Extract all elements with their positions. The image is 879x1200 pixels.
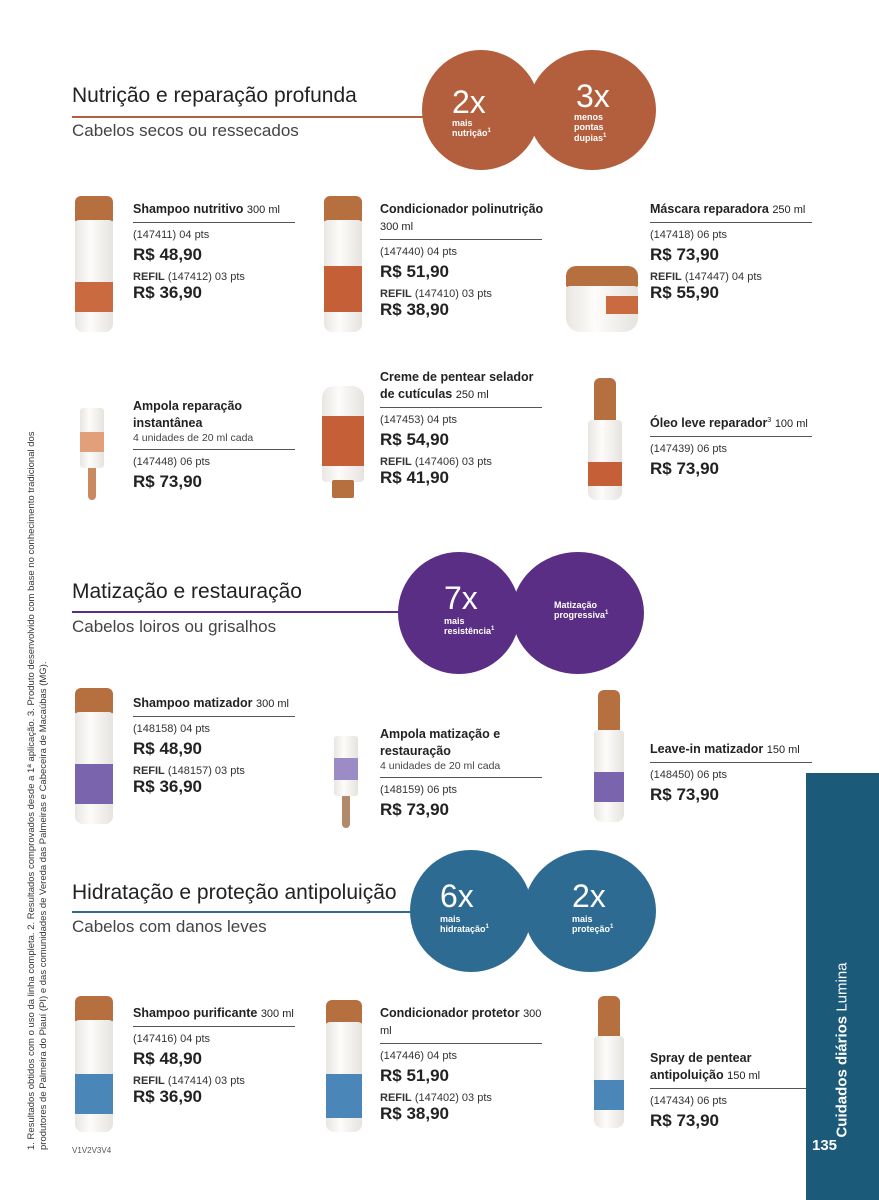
badge-value: 2x (572, 878, 606, 914)
mascara-reparadora-jar (566, 266, 638, 332)
oleo-reparador-bottle (588, 378, 622, 500)
product-creme-pentear: Creme de pentear selador de cutículas 250 ml (147453) 04 pts R$ 54,90 REFIL (147406) 03 pts R$ 41,90 (380, 369, 550, 494)
section-divider (72, 611, 402, 613)
product-shampoo-matizador: Shampoo matizador 300 ml (148158) 04 pts R$ 48,90 REFIL (148157) 03 pts R$ 36,90 (133, 695, 303, 803)
badge-text: Matização progressiva$^1$ (554, 600, 609, 621)
badge-nutricao (422, 50, 540, 170)
ampola-reparacao-vial (80, 408, 104, 500)
badge-value: 7x (444, 580, 478, 616)
page-number: 135 (812, 1137, 838, 1154)
section-divider (72, 911, 412, 913)
badge-resistencia (398, 552, 520, 674)
condicionador-polinutricao-bottle (324, 196, 362, 332)
badge-value: 2x (452, 84, 486, 120)
badge-protecao (524, 850, 656, 972)
footnote: 1. Resultados obtidos com o uso da linha completa. 2. Resultados comprovados desde a 1ª aplicação. 3. Produto desenvolvido com base no conhecimento tradicional dos produtores de Palmeira do Piauí (PI) e das comunidades de Vereda das Palmeiras e Cabeceira de Macaúbas (MG). (26, 431, 49, 1150)
section-title-matizacao: Matização e restauração (72, 580, 302, 603)
product-shampoo-purificante: Shampoo purificante 300 ml (147416) 04 pts R$ 48,90 REFIL (147414) 03 pts R$ 36,90 (133, 1006, 294, 1106)
badge-pontas (528, 50, 656, 170)
badge-matizacao-progressiva (512, 552, 644, 674)
product-ampola-matizacao: Ampola matização e restauração 4 unidades de 20 ml cada (148159) 06 pts R$ 73,90 (380, 726, 550, 826)
section-subtitle-matizacao: Cabelos loiros ou grisalhos (72, 617, 277, 636)
product-mascara-reparadora: Máscara reparadora 250 ml (147418) 06 pts R$ 73,90 REFIL (147447) 04 pts R$ 55,90 (650, 201, 820, 309)
product-ampola-reparacao: Ampola reparação instantânea 4 unidades de 20 ml cada (147448) 06 pts R$ 73,90 (133, 398, 303, 498)
section-divider (72, 116, 432, 118)
badge-text: mais proteção$^1$ (572, 914, 614, 935)
shampoo-matizador-bottle (75, 688, 113, 824)
badge-text: menos pontas dupias$^1$ (574, 112, 607, 143)
section-subtitle-nutricao: Cabelos secos ou ressecados (72, 121, 299, 140)
badge-value: 6x (440, 878, 474, 914)
product-leave-in-matizador: Leave-in matizador 150 ml (148450) 06 pts R$ 73,90 (650, 741, 820, 811)
leave-in-matizador-bottle (594, 690, 624, 822)
side-tab-label: Cuidados diários Lumina (833, 962, 851, 1138)
product-spray-antipoluicao: Spray de pentear antipoluição 150 ml (147434) 06 pts R$ 73,90 (650, 1050, 820, 1137)
section-title-nutricao: Nutrição e reparação profunda (72, 84, 357, 107)
product-shampoo-nutritivo: Shampoo nutritivo 300 ml (147411) 04 pts R$ 48,90 REFIL (147412) 03 pts R$ 36,90 (133, 201, 303, 309)
product-condicionador-protetor: Condicionador protetor 300 ml (147446) 04 pts R$ 51,90 REFIL (147402) 03 pts R$ 38,90 (380, 1006, 542, 1123)
badge-value: 3x (576, 78, 610, 114)
badge-text: mais resistência$^1$ (444, 616, 495, 637)
product-condicionador-polinutricao: Condicionador polinutrição 300 ml (147440) 04 pts R$ 51,90 REFIL (147410) 03 pts R$ 38,90 (380, 202, 544, 319)
section-title-hidratacao: Hidratação e proteção antipoluição (72, 881, 397, 904)
spray-antipoluicao-bottle (594, 996, 624, 1128)
shampoo-purificante-bottle (75, 996, 113, 1132)
condicionador-protetor-bottle (326, 1000, 362, 1132)
badge-text: mais hidratação$^1$ (440, 914, 489, 935)
product-oleo-leve-reparador: Óleo leve reparador$^3$ 100 ml (147439) 06 pts R$ 73,90 (650, 415, 820, 485)
badge-hidratacao (410, 850, 532, 972)
shampoo-nutritivo-bottle (75, 196, 113, 332)
creme-pentear-tube (322, 386, 364, 498)
edition-code: V1V2V3V4 (72, 1146, 112, 1155)
product-name: Creme de pentear selador de cutículas 250 ml (380, 370, 534, 401)
section-subtitle-hidratacao: Cabelos com danos leves (72, 917, 267, 936)
ampola-matizacao-vial (334, 736, 358, 828)
badge-text: mais nutrição$^1$ (452, 118, 491, 139)
